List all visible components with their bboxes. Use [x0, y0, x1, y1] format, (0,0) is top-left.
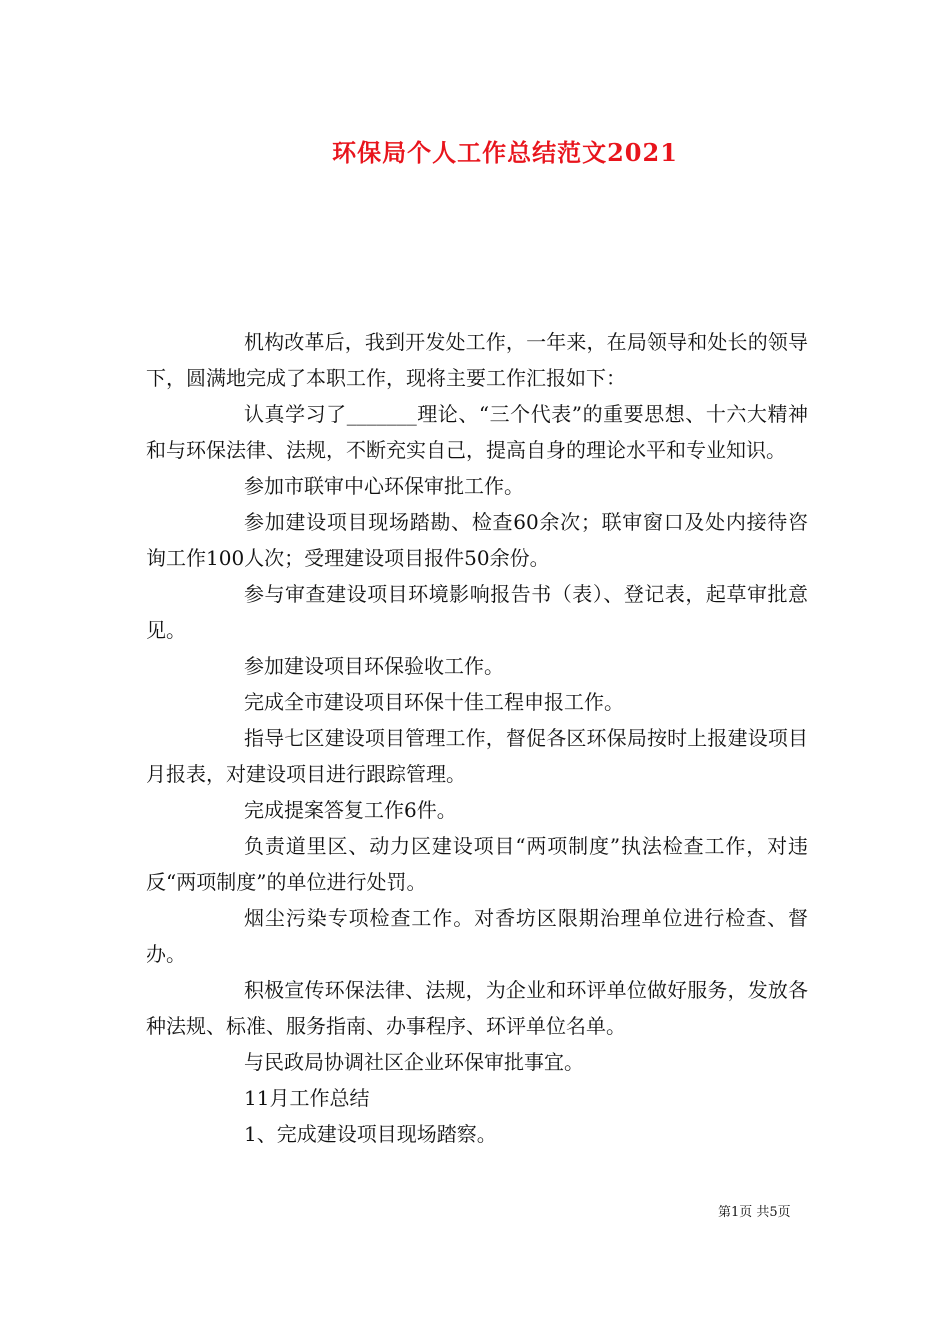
paragraph: 认真学习了_______理论、“三个代表”的重要思想、十六大精神和与环保法律、法规，不断充实自己，提高自身的理论水平和专业知识。 [146, 402, 808, 462]
page-number-footer: 第1页 共5页 [718, 1205, 791, 1220]
section-heading: 11月工作总结 [244, 1086, 370, 1110]
document-title: 环保局个人工作总结范文2021 [332, 138, 678, 167]
list-item: 1、完成建设项目现场踏察。 [244, 1122, 497, 1146]
paragraph: 积极宣传环保法律、法规，为企业和环评单位做好服务，发放各种法规、标准、服务指南、办事程序、环评单位名单。 [146, 978, 808, 1038]
paragraph: 与民政局协调社区企业环保审批事宜。 [244, 1050, 584, 1074]
paragraph: 完成提案答复工作6件。 [244, 798, 457, 822]
paragraph: 参与审查建设项目环境影响报告书（表）、登记表，起草审批意见。 [146, 582, 808, 642]
paragraph: 负责道里区、动力区建设项目“两项制度”执法检查工作，对违反“两项制度”的单位进行处罚。 [146, 834, 808, 894]
paragraph: 机构改革后，我到开发处工作，一年来，在局领导和处长的领导下，圆满地完成了本职工作，现将主要工作汇报如下： [146, 330, 808, 390]
document-body [146, 324, 808, 1152]
paragraph: 烟尘污染专项检查工作。对香坊区限期治理单位进行检查、督办。 [146, 906, 808, 966]
paragraph: 参加建设项目现场踏勘、检查60余次；联审窗口及处内接待咨询工作100人次；受理建设项目报件50余份。 [146, 510, 808, 570]
paragraph: 完成全市建设项目环保十佳工程申报工作。 [244, 690, 624, 714]
paragraph: 参加建设项目环保验收工作。 [244, 654, 504, 678]
paragraph: 指导七区建设项目管理工作，督促各区环保局按时上报建设项目月报表，对建设项目进行跟踪管理。 [146, 726, 808, 786]
paragraph: 参加市联审中心环保审批工作。 [244, 474, 524, 498]
